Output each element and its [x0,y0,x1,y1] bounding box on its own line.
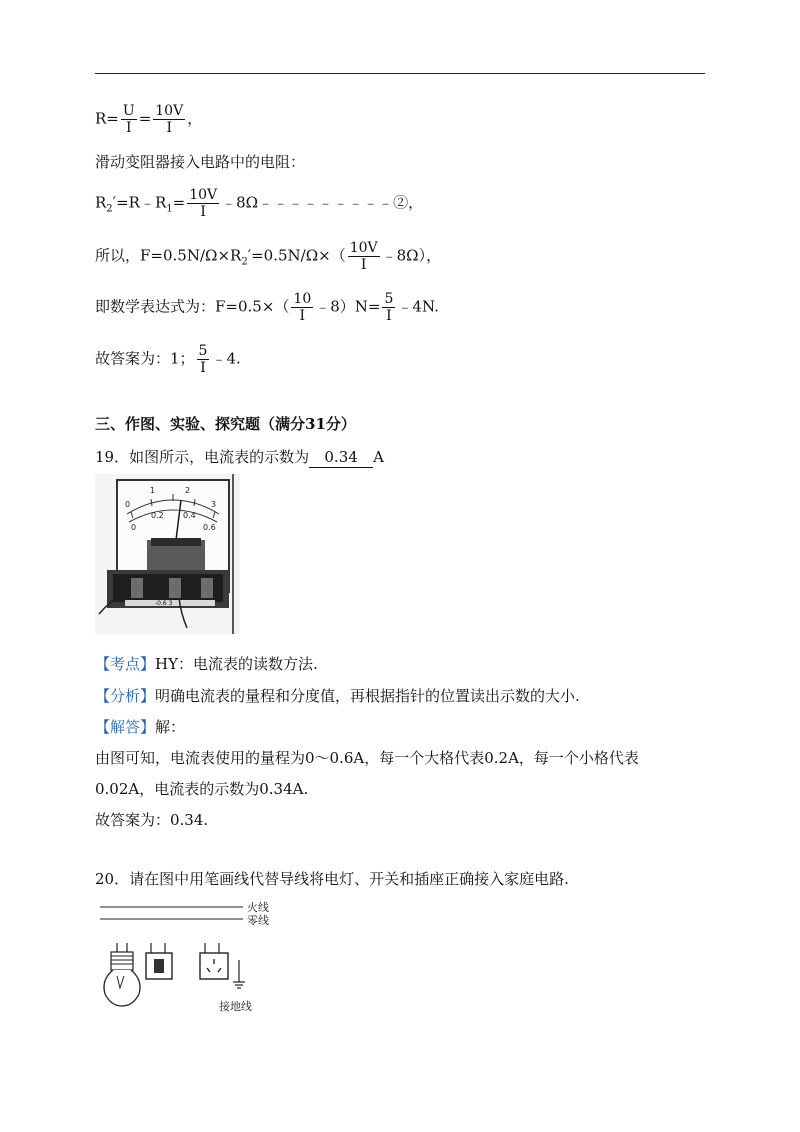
scale-top-2: 2 [185,486,191,495]
frac-num: 10 [293,291,312,307]
circuit-figure [95,896,295,1016]
q19-unit: A [373,448,384,466]
frac-num: 10V [349,240,378,256]
kaodian-line [95,654,318,674]
jieda-text: 解： [155,718,186,736]
eq5-pre: 即数学表达式为：F=0.5×（ [95,297,290,316]
section-title: 三、作图、实验、探究题（满分31分） [95,415,356,433]
eq6-pre: 故答案为：1； [95,349,195,368]
question-19 [95,447,384,468]
socket-icon [200,943,245,988]
eq4-tail: ﹣8Ω）， [381,246,442,265]
frac-den: I [299,308,306,324]
question-20: 20．请在图中用笔画线代替导线将电灯、开关和插座正确接入家庭电路. [95,870,569,888]
eq3-mid: ′=R﹣R [112,193,167,212]
frac-den: I [360,257,367,273]
scale-bottom-06: 0.6 [203,523,216,532]
frac-den: I [126,120,132,136]
equation-r2 [95,187,423,220]
scale-bottom-02: 0.2 [151,511,164,520]
lamp-icon [104,943,140,1006]
fraction-10v-over-i [187,187,219,220]
solution-line-1: 由图可知，电流表使用的量程为0～0.6A，每一个大格代表0.2A，每一个小格代表 [95,749,639,767]
ammeter-figure [95,474,240,634]
fenxi-text: 明确电流表的量程和分度值，再根据指针的位置读出示数的大小. [155,687,580,705]
eq3-tail: ﹣8Ω﹣﹣﹣﹣﹣﹣﹣﹣﹣②， [221,193,424,212]
eq5-mid: ﹣8）N= [315,297,381,316]
text-line-resistance: 滑动变阻器接入电路中的电阻： [95,153,306,171]
eq3-pre: R [95,193,107,212]
fraction-10v-over-i [153,103,185,136]
eq1-lhs: R= [95,109,119,128]
ground-label: 接地线 [219,1000,252,1013]
frac-num: 10V [189,187,218,203]
equation-expression [95,291,439,324]
eq1-tail: ， [187,109,203,128]
eq6-tail: ﹣4. [211,349,241,368]
neutral-label: 零线 [247,914,269,927]
fraction-u-over-i [121,103,137,136]
jieda-line [95,717,185,737]
frac-den: I [386,308,392,324]
fraction-10-over-i [291,291,313,324]
fraction-5-over-i [382,291,395,324]
frac-den: I [200,204,206,220]
terminal-label: -0.6 3 [155,600,173,607]
eq4-sub2: 2 [241,256,248,268]
frac-den: I [166,120,172,136]
eq1-equals: = [138,109,152,128]
fenxi-tag: 【分析】 [95,687,156,705]
eq4-pre: 所以，F=0.5N/Ω×R [95,246,242,265]
eq3-equals: = [172,193,186,212]
fraction-10v-over-i [348,240,380,273]
eq5-tail: ﹣4N. [397,297,439,316]
switch-icon [146,943,172,979]
scale-bottom-0: 0 [131,523,137,532]
kaodian-text: HY：电流表的读数方法. [155,655,318,673]
scale-bottom-04: 0.4 [183,511,196,520]
kaodian-tag: 【考点】 [95,655,156,673]
eq3-sub1: 1 [166,203,173,215]
q19-answer-blank: 0.34 [309,447,373,468]
answer-18 [95,343,241,376]
scale-top-3: 3 [211,500,217,509]
solution-line-3: 故答案为：0.34. [95,811,209,829]
equation-force [95,240,441,273]
eq3-sub2: 2 [106,203,113,215]
frac-num: 5 [384,291,394,307]
fenxi-line [95,686,580,706]
fraction-5-over-i [197,343,210,376]
jieda-tag: 【解答】 [95,718,156,736]
frac-num: 5 [198,343,208,359]
q19-text: 19．如图所示，电流表的示数为 [95,448,310,466]
solution-line-2: 0.02A，电流表的示数为0.34A. [95,780,309,798]
frac-den: I [200,360,206,376]
scale-top-0: 0 [125,500,131,509]
live-label: 火线 [247,901,269,914]
scale-top-1: 1 [150,486,156,495]
frac-num: 10V [155,103,184,119]
eq4-mid: ′=0.5N/Ω×（ [247,246,346,265]
header-rule [95,73,705,74]
equation-r [95,103,202,136]
frac-num: U [122,103,135,119]
